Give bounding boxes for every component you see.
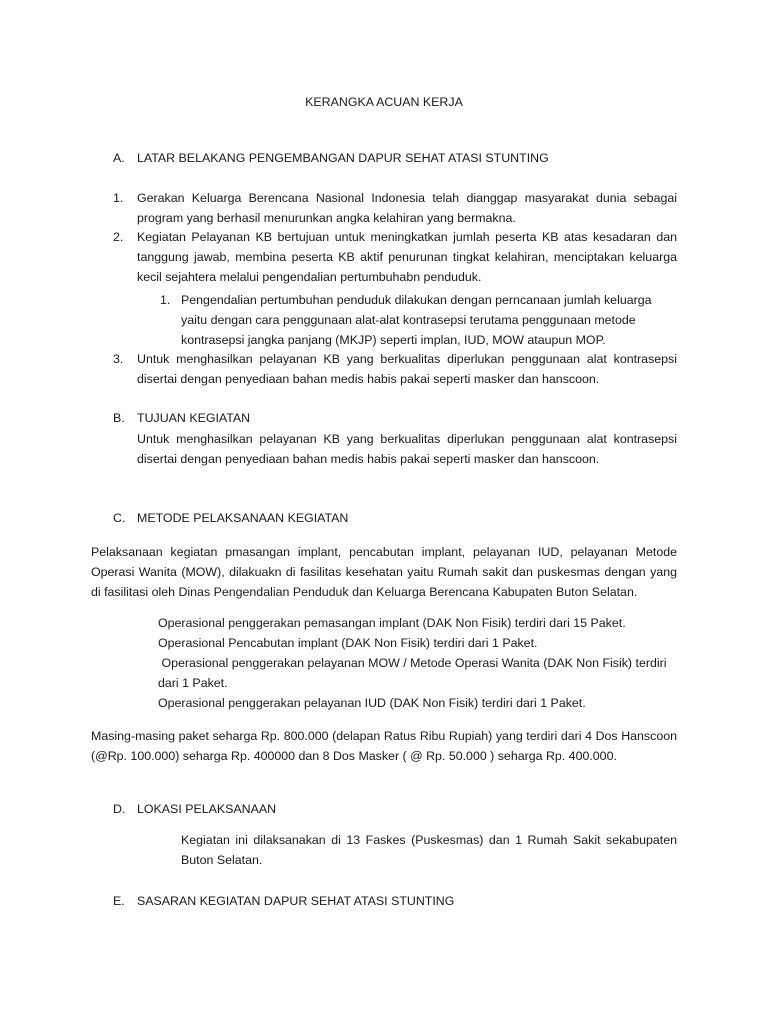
section-c-price: Masing-masing paket seharga Rp. 800.000 (delapan Ratus Ribu Rupiah) yang terdiri dari 4 Dos Hanscoon (@Rp. 100.000) seharga Rp. 400000 dan 8 Dos Masker ( @ Rp. 50.000 ) seharga Rp. 400.000. bbox=[91, 729, 677, 763]
section-b-text: Untuk menghasilkan pelayanan KB yang berkualitas diperlukan penggunaan alat kontrasepsi disertai dengan penyediaan bahan medis habis pakai seperti masker dan hanscoon. bbox=[137, 432, 677, 466]
section-a-heading: LATAR BELAKANG PENGEMBANGAN DAPUR SEHAT ATASI STUNTING bbox=[137, 151, 549, 165]
list-item-number: 3. bbox=[113, 352, 124, 366]
operational-item: Operasional penggerakan pelayanan IUD (DAK Non Fisik) terdiri dari 1 Paket. bbox=[158, 696, 586, 710]
operational-item: Operasional penggerakan pemasangan implant (DAK Non Fisik) terdiri dari 15 Paket. bbox=[158, 616, 626, 630]
section-e-marker: E. bbox=[113, 894, 125, 908]
section-d-heading: LOKASI PELAKSANAAN bbox=[137, 802, 277, 816]
list-item-text: Kegiatan Pelayanan KB bertujuan untuk meningkatkan jumlah peserta KB atas kesadaran dan tanggung jawab, membina peserta KB aktif penurunan tingkat kelahiran, menciptakan keluarga kecil sejahtera melalui pengendalian pertumbuhabn penduduk. bbox=[137, 230, 677, 284]
list-item-text: Untuk menghasilkan pelayanan KB yang berkualitas diperlukan penggunaan alat kontrasepsi disertai dengan penyediaan bahan medis habis pakai seperti masker dan hanscoon. bbox=[137, 352, 677, 386]
list-item-text: Gerakan Keluarga Berencana Nasional Indonesia telah dianggap masyarakat dunia sebagai program yang berhasil menurunkan angka kelahiran yang bermakna. bbox=[137, 191, 677, 225]
section-d-text: Kegiatan ini dilaksanakan di 13 Faskes (Puskesmas) dan 1 Rumah Sakit sekabupaten Buton Selatan. bbox=[181, 833, 677, 867]
operational-item: Operasional Pencabutan implant (DAK Non Fisik) terdiri dari 1 Paket. bbox=[158, 636, 538, 650]
section-d-marker: D. bbox=[113, 802, 126, 816]
list-item-number: 2. bbox=[113, 230, 124, 244]
section-b-marker: B. bbox=[113, 411, 125, 425]
sub-list-item-text: Pengendalian pertumbuhan penduduk dilakukan dengan perncanaan jumlah keluarga yaitu dengan cara penggunaan alat-alat kontrasepsi terutama penggunaan metode kontrasepsi jangka panjang (MKJP) seperti implan, IUD, MOW ataupun MOP. bbox=[181, 293, 652, 347]
operational-item: Operasional penggerakan pelayanan MOW / Metode Operasi Wanita (DAK Non Fisik) terdiri dari 1 Paket. bbox=[158, 656, 670, 690]
section-c-marker: C. bbox=[113, 511, 126, 525]
section-a-marker: A. bbox=[113, 151, 125, 165]
sub-list-item-number: 1. bbox=[160, 293, 171, 307]
section-e-heading: SASARAN KEGIATAN DAPUR SEHAT ATASI STUNTING bbox=[137, 894, 455, 908]
section-c-intro: Pelaksanaan kegiatan pmasangan implant, pencabutan implant, pelayanan IUD, pelayanan Metode Operasi Wanita (MOW), dilakuakn di fasilitas kesehatan yaitu Rumah sakit dan puskesmas dengan yang di fasilitasi oleh Dinas Pengendalian Penduduk dan Keluarga Berencana Kabupaten Buton Selatan. bbox=[91, 545, 677, 599]
document-title: KERANGKA ACUAN KERJA bbox=[305, 95, 463, 109]
section-b-heading: TUJUAN KEGIATAN bbox=[137, 411, 251, 425]
list-item-number: 1. bbox=[113, 191, 124, 205]
section-c-heading: METODE PELAKSANAAN KEGIATAN bbox=[137, 511, 349, 525]
